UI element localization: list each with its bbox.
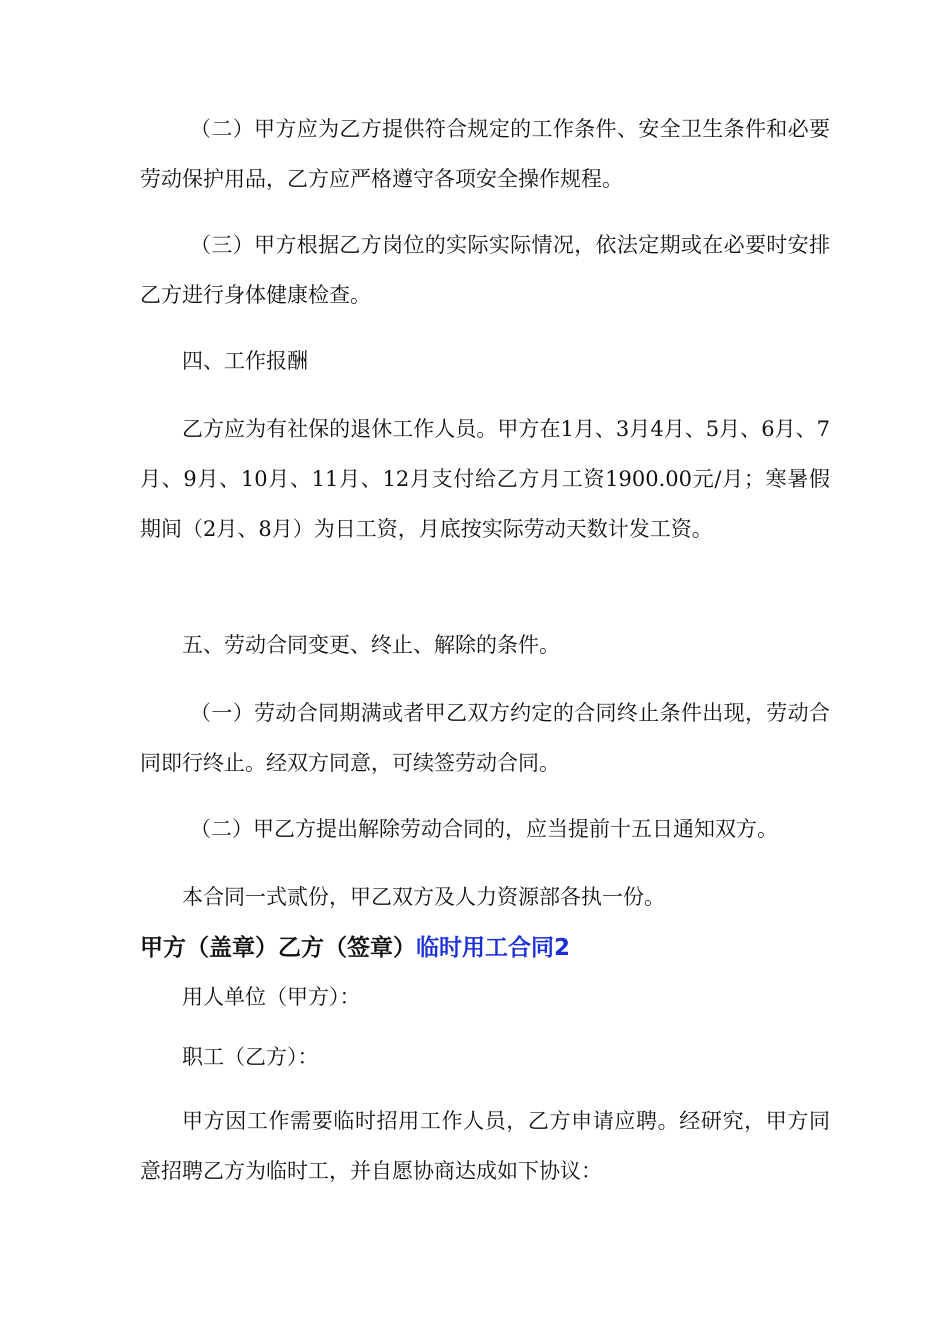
- paragraph-work-conditions: （二）甲方应为乙方提供符合规定的工作条件、安全卫生条件和必要劳动保护用品，乙方应严格遵守各项安全操作规程。: [140, 117, 830, 191]
- contract-title: 临时用工合同2: [416, 935, 571, 961]
- paragraph-salary: 乙方应为有社保的退休工作人员。甲方在1月、3月4月、5月、6月、7月、9月、10月、11月、12月支付给乙方月工资1900.00元/月；寒暑假期间（2月、8月）为日工资，月底按实际劳动天数计发工资。: [140, 417, 830, 541]
- paragraph-contract-expiry: （一）劳动合同期满或者甲乙双方约定的合同终止条件出现，劳动合同即行终止。经双方同意，可续签劳动合同。: [140, 701, 830, 775]
- employer-label: 用人单位（甲方）：: [182, 985, 361, 1009]
- paragraph-health-check: （三）甲方根据乙方岗位的实际实际情况，依法定期或在必要时安排乙方进行身体健康检查。: [140, 233, 830, 307]
- section-heading-contract-change: 五、劳动合同变更、终止、解除的条件。: [182, 633, 560, 657]
- paragraph-copies: 本合同一式贰份，甲乙双方及人力资源部各执一份。: [182, 885, 665, 909]
- employee-label: 职工（乙方）：: [182, 1045, 319, 1069]
- section-heading-remuneration: 四、工作报酬: [182, 349, 308, 373]
- paragraph-agreement-intro: 甲方因工作需要临时招用工作人员，乙方申请应聘。经研究，甲方同意招聘乙方为临时工，并自愿协商达成如下协议：: [140, 1109, 830, 1183]
- paragraph-termination-notice: （二）甲乙方提出解除劳动合同的，应当提前十五日通知双方。: [190, 817, 778, 841]
- signature-line: 甲方（盖章）乙方（签章）: [140, 935, 416, 961]
- signature-and-title-row: [140, 926, 840, 970]
